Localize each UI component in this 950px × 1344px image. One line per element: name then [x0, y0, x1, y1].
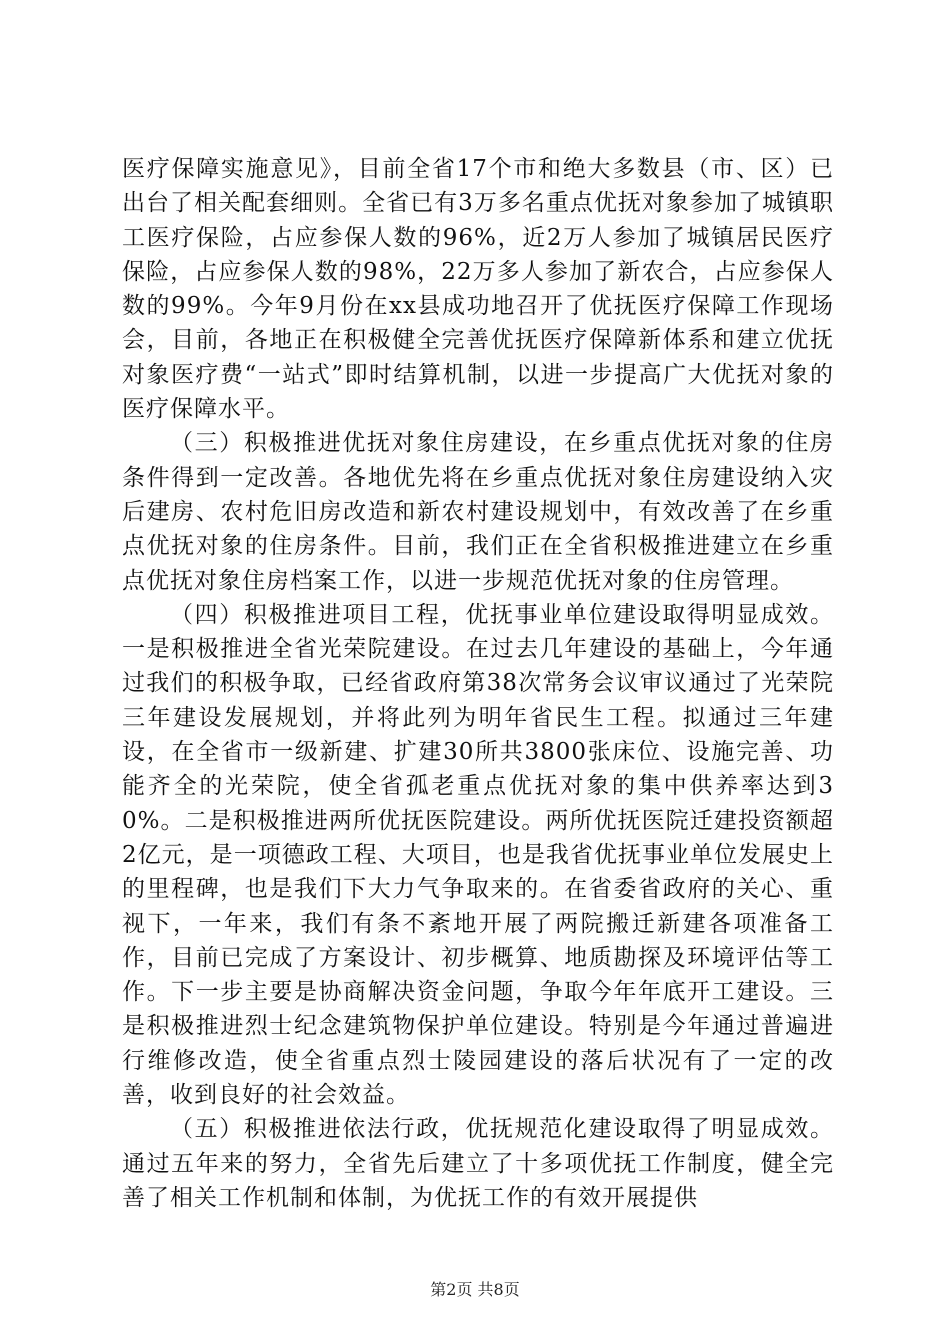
paragraph-housing-construction: （三）积极推进优抚对象住房建设，在乡重点优抚对象的住房条件得到一定改善。各地优先将在乡重点优抚对象住房建设纳入灾后建房、农村危旧房改造和新农村建设规划中，有效改善了在乡重点优抚对象的住房条件。目前，我们正在全省积极推进建立在乡重点优抚对象住房档案工作，以进一步规范优抚对象的住房管理。 [122, 430, 834, 594]
paragraph-lawful-administration: （五）积极推进依法行政，优抚规范化建设取得了明显成效。通过五年来的努力，全省先后建立了十多项优抚工作制度，健全完善了相关工作机制和体制，为优抚工作的有效开展提供 [122, 1116, 834, 1211]
paragraph-medical-insurance: 医疗保障实施意见》，目前全省17个市和绝大多数县（市、区）已出台了相关配套细则。全省已有3万多名重点优抚对象参加了城镇职工医疗保险，占应参保人数的96%，近2万人参加了城镇居民医疗保险，占应参保人数的98%，22万多人参加了新农合，占应参保人数的99%。今年9月份在xx县成功地召开了优抚医疗保障工作现场会，目前，各地正在积极健全完善优抚医疗保障新体系和建立优抚对象医疗费“一站式”即时结算机制，以进一步提高广大优抚对象的医疗保障水平。 [122, 156, 834, 423]
paragraph-project-engineering: （四）积极推进项目工程，优抚事业单位建设取得明显成效。一是积极推进全省光荣院建设。在过去几年建设的基础上，今年通过我们的积极争取，已经省政府第38次常务会议审议通过了光荣院三年建设发展规划，并将此列为明年省民生工程。拟通过三年建设，在全省市一级新建、扩建30所共3800张床位、设施完善、功能齐全的光荣院，使全省孤老重点优抚对象的集中供养率达到30%。二是积极推进两所优抚医院建设。两所优抚医院迁建投资额超2亿元，是一项德政工程、大项目，也是我省优抚事业单位发展史上的里程碑，也是我们下大力气争取来的。在省委省政府的关心、重视下，一年来，我们有条不紊地开展了两院搬迁新建各项准备工作，目前已完成了方案设计、初步概算、地质勘探及环境评估等工作。下一步主要是协商解决资金问题，争取今年年底开工建设。三是积极推进烈士纪念建筑物保护单位建设。特别是今年通过普遍进行维修改造，使全省重点烈士陵园建设的落后状况有了一定的改善，收到良好的社会效益。 [122, 601, 834, 1109]
page-number-footer: 第2页 共8页 [430, 1280, 520, 1299]
document-body [122, 152, 834, 1215]
